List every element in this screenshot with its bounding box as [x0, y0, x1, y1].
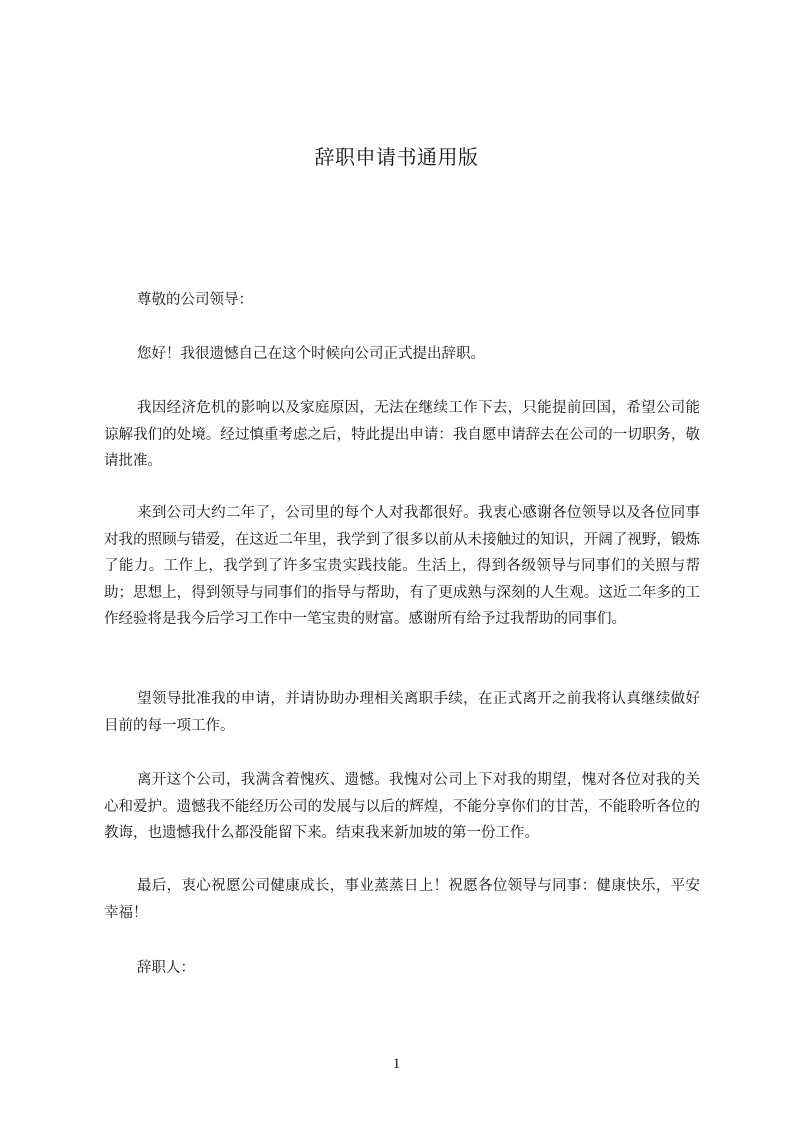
paragraph-regret: 离开这个公司，我满含着愧疚、遗憾。我愧对公司上下对我的期望，愧对各位对我的关心和爱护。遗憾我不能经历公司的发展与以后的辉煌，不能分享你们的甘苦，不能聆听各位的教诲，也遗憾我什么都没能留下来。结束我来新加坡的第一份工作。: [104, 772, 700, 841]
signature-line: 辞职人：: [137, 960, 195, 976]
paragraph-gratitude: 来到公司大约二年了，公司里的每个人对我都很好。我衷心感谢各位领导以及各位同事对我的照顾与错爱，在这近二年里，我学到了很多以前从未接触过的知识，开阔了视野，锻炼了能力。工作上，我学到了许多宝贵实践技能。生活上，得到各级领导与同事们的关照与帮助；思想上，得到领导与同事们的指导与帮助，有了更成熟与深刻的人生观。这近二年多的工作经验将是我今后学习工作中一笔宝贵的财富。感谢所有给予过我帮助的同事们。: [104, 505, 700, 627]
paragraph-wishes: 最后，衷心祝愿公司健康成长，事业蒸蒸日上！祝愿各位领导与同事：健康快乐，平安幸福！: [104, 878, 700, 921]
page-number: 1: [392, 1056, 401, 1072]
page-title: 辞职申请书通用版: [314, 145, 479, 169]
paragraph-reason: 我因经济危机的影响以及家庭原因，无法在继续工作下去，只能提前回国，希望公司能谅解我们的处境。经过慎重考虑之后，特此提出申请：我自愿申请辞去在公司的一切职务，敬请批准。: [104, 400, 700, 469]
greeting: 您好！我很遗憾自己在这个时候向公司正式提出辞职。: [137, 346, 485, 362]
paragraph-request: 望领导批准我的申请，并请协助办理相关离职手续，在正式离开之前我将认真继续做好目前的每一项工作。: [104, 691, 700, 734]
salutation: 尊敬的公司领导：: [137, 292, 253, 308]
